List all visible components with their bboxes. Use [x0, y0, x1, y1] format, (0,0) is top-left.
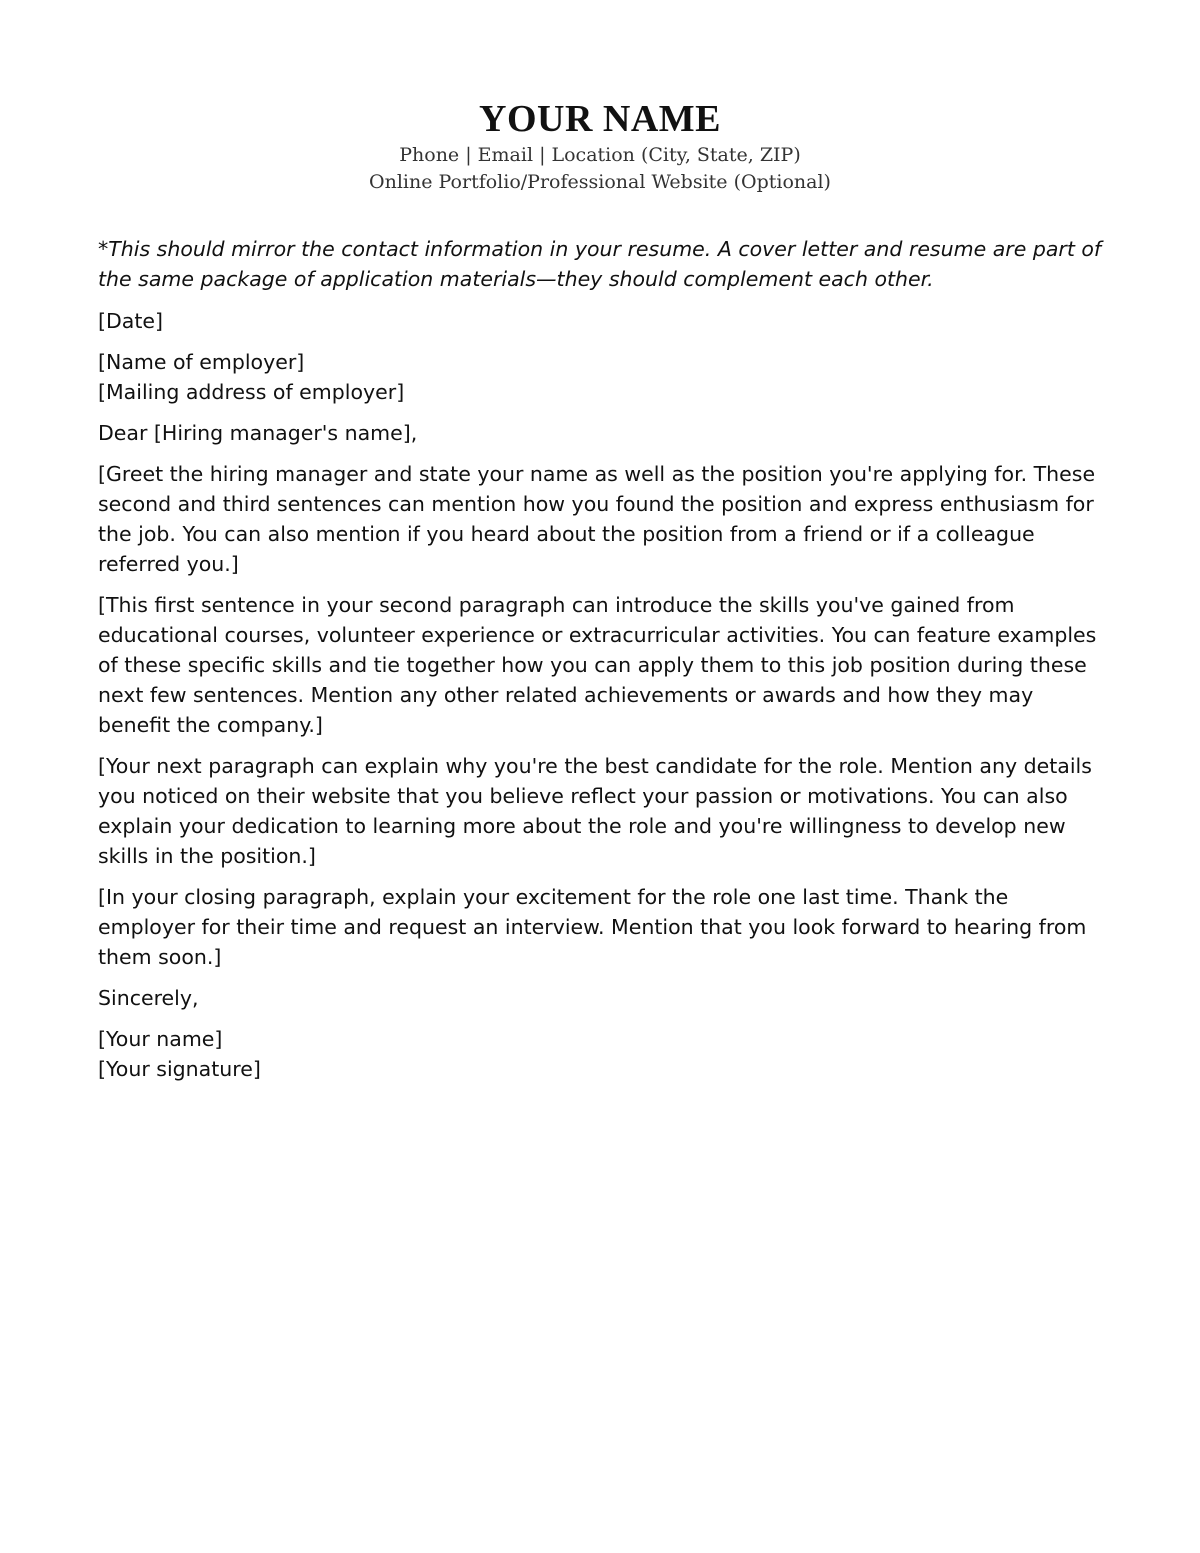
letter-body — [98, 234, 1108, 1095]
contact-info: Phone | Email | Location (City, State, ZIP) — [399, 144, 801, 166]
employer-name: [Name of employer] — [98, 350, 305, 374]
paragraph-intro: [Greet the hiring manager and state your name as well as the position you're applying for. These second and third sentences can mention how you found the position and express enthusiasm for the job. You can also mention if you heard about the position from a friend or if a colleague referred you.] — [98, 462, 1096, 576]
signature-block — [98, 1024, 1108, 1084]
your-name: [Your name] — [98, 1027, 223, 1051]
paragraph-closing: [In your closing paragraph, explain your excitement for the role one last time. Thank the employer for their time and request an interview. Mention that you look forward to hearing from them soon.] — [98, 885, 1087, 969]
paragraph-candidate: [Your next paragraph can explain why you're the best candidate for the role. Mention any details you noticed on their website that you believe reflect your passion or motivations. You can also explain your dedication to learning more about the role and you're willingness to develop new skills in the position.] — [98, 754, 1092, 868]
employer-block — [98, 347, 1108, 407]
letter-date: [Date] — [98, 309, 163, 333]
applicant-name: YOUR NAME — [479, 98, 721, 140]
contact-note: *This should mirror the contact information in your resume. A cover letter and resume are part of the same package of application materials—they should complement each other. — [98, 237, 1102, 291]
website-info: Online Portfolio/Professional Website (Optional) — [369, 171, 831, 193]
your-signature: [Your signature] — [98, 1057, 261, 1081]
employer-address: [Mailing address of employer] — [98, 380, 405, 404]
closing: Sincerely, — [98, 986, 199, 1010]
letter-header — [0, 96, 1200, 196]
salutation: Dear [Hiring manager's name], — [98, 421, 418, 445]
paragraph-skills: [This first sentence in your second paragraph can introduce the skills you've gained from educational courses, volunteer experience or extracurricular activities. You can feature examples of these specific skills and tie together how you can apply them to this job position during these next few sentences. Mention any other related achievements or awards and how they may benefit the company.] — [98, 593, 1097, 737]
